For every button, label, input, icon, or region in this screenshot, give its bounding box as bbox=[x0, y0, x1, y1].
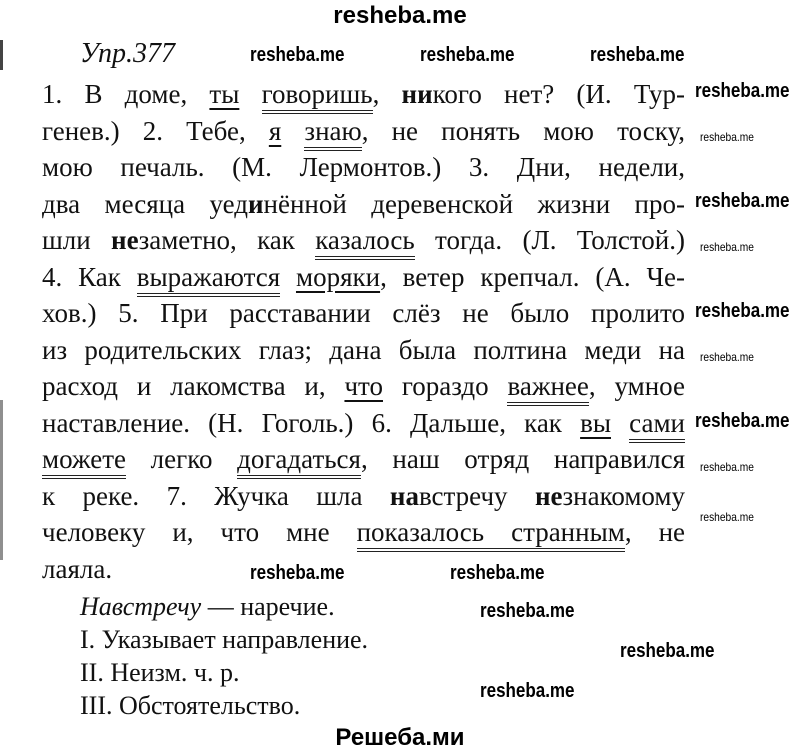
text-segment: расход и лакомства и, bbox=[42, 371, 345, 401]
predicate-word: можете bbox=[42, 444, 126, 479]
text-segment: 1. В доме, bbox=[42, 79, 210, 109]
subject-word: что bbox=[344, 371, 383, 401]
text-line bbox=[42, 115, 685, 147]
text-line bbox=[42, 334, 685, 366]
watermark: resheba.me bbox=[695, 300, 790, 322]
watermark: resheba.me bbox=[700, 510, 754, 524]
site-header: resheba.me bbox=[333, 2, 467, 29]
scan-edge bbox=[0, 400, 3, 560]
text-segment: два месяца уед bbox=[42, 188, 248, 219]
subject-word: моряки bbox=[295, 261, 381, 292]
text-segment: знакомому bbox=[562, 480, 685, 511]
subject-word: вы bbox=[580, 407, 611, 438]
watermark: resheba.me bbox=[590, 44, 685, 66]
text-segment bbox=[281, 116, 304, 146]
text-line bbox=[42, 443, 685, 475]
text-segment: тогда. (Л. Толстой.) bbox=[414, 225, 685, 255]
text-segment: к реке. 7. Жучка шла bbox=[42, 480, 390, 511]
text-segment: лаяла. bbox=[42, 553, 113, 584]
text-segment: легко bbox=[125, 444, 238, 474]
site-footer: Решеба.ми bbox=[335, 724, 465, 751]
emphasized-letters: не bbox=[534, 480, 563, 511]
text-line bbox=[42, 151, 685, 183]
watermark: resheba.me bbox=[700, 240, 754, 254]
text-segment: кого нет? (И. Тур- bbox=[432, 79, 686, 109]
exercise-title: Упр.377 bbox=[80, 38, 176, 69]
text-segment: шли bbox=[42, 225, 112, 255]
text-segment: хов.) 5. При расставании слёз не было пролито bbox=[42, 298, 685, 328]
text-segment: встречу bbox=[418, 480, 535, 511]
watermark: resheba.me bbox=[480, 600, 575, 622]
emphasized-letters: ни bbox=[401, 79, 433, 109]
text-line bbox=[42, 516, 685, 548]
predicate-word: выражаются bbox=[137, 262, 280, 297]
text-line bbox=[42, 407, 685, 439]
analysis-pos: — наречие. bbox=[201, 592, 335, 621]
text-line bbox=[42, 553, 685, 585]
subject-word: я bbox=[268, 115, 282, 146]
emphasized-letters: и bbox=[247, 188, 264, 219]
text-segment: из родительских глаз; дана была полтина меди на bbox=[42, 334, 685, 365]
predicate-word: говоришь bbox=[262, 79, 373, 114]
text-segment: генев.) 2. Тебе, bbox=[42, 115, 269, 146]
analysis-heading bbox=[80, 592, 335, 622]
text-segment: , ветер крепчал. (А. Че- bbox=[380, 261, 685, 292]
text-segment: , умное bbox=[588, 371, 685, 401]
text-line bbox=[42, 224, 685, 256]
text-segment bbox=[611, 408, 629, 438]
watermark: resheba.me bbox=[700, 460, 754, 474]
watermark: resheba.me bbox=[420, 44, 515, 66]
watermark: resheba.me bbox=[480, 680, 575, 702]
text-segment bbox=[239, 79, 261, 109]
emphasized-letters: не bbox=[111, 225, 139, 255]
analysis-word: Навстречу bbox=[80, 592, 202, 621]
text-segment: , наш отряд направился bbox=[360, 444, 685, 474]
text-segment: , не понять мою тоску, bbox=[361, 115, 685, 146]
text-line bbox=[42, 188, 685, 220]
watermark: resheba.me bbox=[700, 350, 754, 364]
analysis-item: I. Указывает направление. bbox=[80, 625, 369, 654]
watermark: resheba.me bbox=[700, 130, 754, 144]
watermark: resheba.me bbox=[695, 80, 790, 102]
predicate-word: догадаться bbox=[237, 444, 361, 479]
text-segment: мою печаль. (М. Лермонтов.) 3. Дни, недели, bbox=[42, 152, 685, 182]
text-segment bbox=[280, 262, 296, 292]
watermark: resheba.me bbox=[250, 44, 345, 66]
text-line bbox=[42, 261, 685, 293]
text-line bbox=[42, 480, 685, 512]
text-segment: , не bbox=[624, 517, 685, 547]
emphasized-letters: на bbox=[389, 480, 419, 511]
text-segment: заметно, как bbox=[138, 225, 316, 255]
analysis-item: II. Неизм. ч. р. bbox=[80, 658, 240, 687]
text-segment: , bbox=[372, 79, 402, 109]
watermark: resheba.me bbox=[695, 190, 790, 212]
watermark: resheba.me bbox=[450, 562, 545, 584]
scan-edge bbox=[0, 40, 3, 70]
text-segment: человеку и, что мне bbox=[42, 517, 357, 547]
analysis-item: III. Обстоятельство. bbox=[80, 691, 301, 720]
watermark: resheba.me bbox=[250, 562, 345, 584]
predicate-word: важнее bbox=[507, 371, 588, 406]
watermark: resheba.me bbox=[695, 410, 790, 432]
text-line bbox=[42, 297, 685, 329]
subject-word: ты bbox=[209, 79, 240, 109]
text-segment: нённой деревенской жизни про- bbox=[263, 188, 685, 219]
text-segment: гораздо bbox=[382, 371, 508, 401]
watermark: resheba.me bbox=[620, 640, 715, 662]
text-segment: 4. Как bbox=[42, 261, 137, 292]
text-line bbox=[42, 78, 685, 110]
predicate-word: показалось странным bbox=[357, 517, 625, 552]
predicate-word: сами bbox=[629, 408, 685, 443]
predicate-word: знаю bbox=[304, 116, 361, 151]
text-segment: наставление. (Н. Гоголь.) 6. Дальше, как bbox=[42, 407, 581, 438]
text-line bbox=[42, 370, 685, 402]
predicate-word: казалось bbox=[315, 225, 415, 260]
